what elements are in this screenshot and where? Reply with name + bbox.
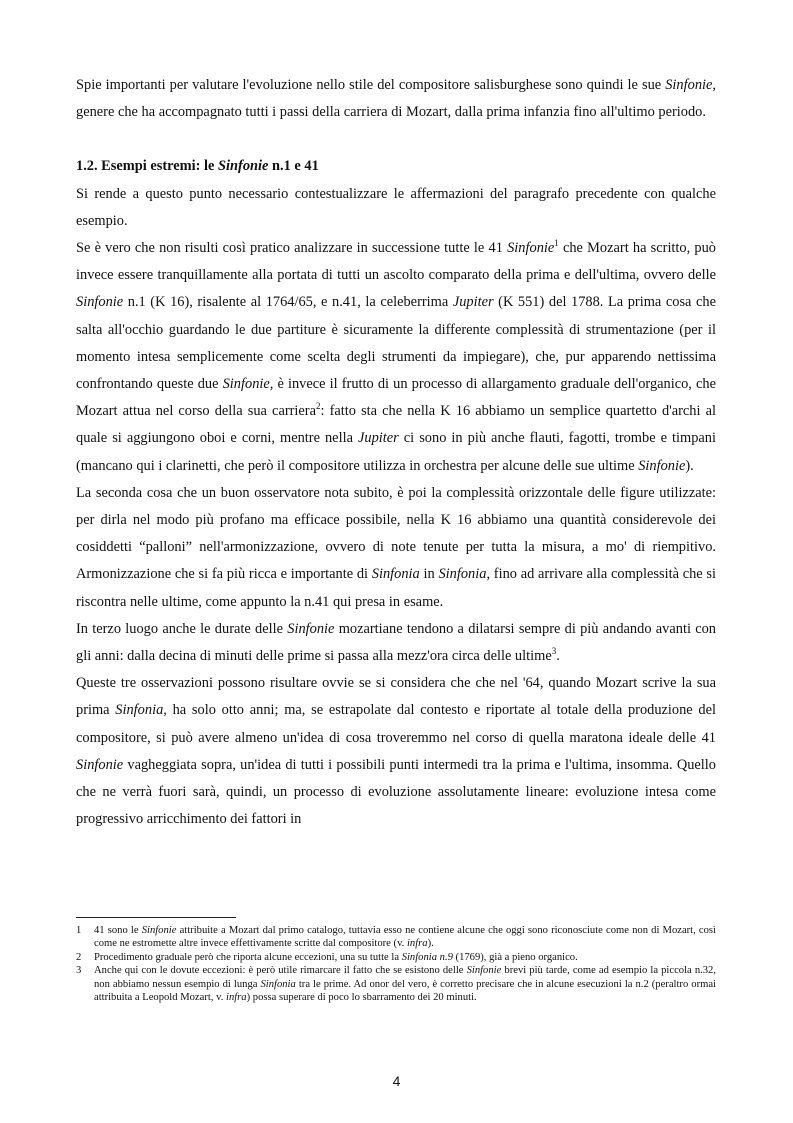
paragraph-4: La seconda cosa che un buon osservatore nota subito, è poi la complessità orizzontale delle figure utilizzate: per dirla nel modo più profano ma efficace possibile, nella K 16 abbiamo una quantità considerevole dei cosiddetti “palloni” nell'armonizzazione, ovvero di note tenute per tutta la misura, a mo' di riempitivo. Armonizzazione che si fa più ricca e importante di Sinfonia in Sinfonia, fino ad arrivare alla complessità che si riscontra nelle ultime, come appunto la n.41 qui presa in esame. [76, 484, 717, 610]
footnote-text: Anche qui con le dovute eccezioni: è però utile rimarcare il fatto che se esistono delle Sinfonie brevi più tarde, come ad esempio la piccola n.32, non abbiamo nessun esempio di lunga Sinfonia tra le prime. Ad onor del vero, è corretto precisare che in alcune esecuzioni la n.2 (peraltro ormai attribuita a Leopold Mozart, v. infra) possa superare di poco lo sbarramento dei 20 minuti. [94, 965, 717, 1004]
footnote-2 [76, 951, 716, 964]
footnote-number: 1 [76, 925, 82, 936]
footnote-number: 3 [76, 965, 82, 977]
footnote-separator [76, 917, 236, 918]
footnote-ref-2[interactable]: 2 [315, 401, 321, 412]
footnote-number: 2 [76, 951, 82, 963]
paragraph-6: Queste tre osservazioni possono risultare ovvie se si considera che che nel '64, quando Mozart scrive la sua prima Sinfonia, ha solo otto anni; ma, se estrapolate dal contesto e riportate al totale della produzione del compositore, si può avere almeno un'idea di cosa troveremmo nel corso di quella maratona ideale delle 41 Sinfonie vagheggiata sopra, un'idea di tutti i possibili punti intermedi tra la prima e l'ultima, insomma. Quello che ne verrà fuori sarà, quindi, un processo di evoluzione assolutamente lineare: evoluzione intesa come progressivo arricchimento dei fattori in [76, 675, 716, 828]
footnote-text: Procedimento graduale però che riporta alcune eccezioni, una su tutte la Sinfonia n.9 (1769), già a pieno organico. [94, 951, 578, 963]
footnote-1 [76, 924, 716, 951]
main-text [76, 72, 716, 833]
footnote-text: 41 sono le Sinfonie attribuite a Mozart dal primo catalogo, tuttavia esso ne contiene alcune che oggi sono riconosciute come non di Mozart, così come ne estromette altre invece effettivamente scritte dal compositore (v. infra). [94, 925, 716, 950]
page-number: 4 [392, 1073, 401, 1089]
paragraph-3: Se è vero che non risulti così pratico analizzare in successione tutte le 41 Sinfonie$^1$ che Mozart ha scritto, può invece essere tranquillamente alla portata di tutti un ascolto comparato della prima e dell'ultima, ovvero delle Sinfonie n.1 (K 16), risalente al 1764/65, e n.41, la celeberrima Jupiter (K 551) del 1788. La prima cosa che salta all'occhio guardando le due partiture è sicuramente la differente complessità di strumentazione (per il momento intesa semplicemente come scelta degli strumenti da impiegare), che, pur apparendo nettissima confrontando queste due Sinfonie, è invece il frutto di un processo di allargamento graduale dell'organico, che Mozart attua nel corso della sua carriera$^2$: fatto sta che nella K 16 abbiamo un semplice quartetto d'archi al quale si aggiungono oboi e corni, mentre nella Jupiter ci sono in più anche flauti, fagotti, trombe e timpani (mancano qui i clarinetti, che però il compositore utilizza in orchestra per alcune delle sue ultime Sinfonie). [76, 238, 717, 474]
footnote-ref-1[interactable]: 1 [554, 238, 559, 249]
paragraph-2: Si rende a questo punto necessario contestualizzare le affermazioni del paragrafo precedente con qualche esempio. [76, 185, 716, 229]
paragraph-5: In terzo luogo anche le durate delle Sinfonie mozartiane tendono a dilatarsi sempre di più andando avanti con gli anni: dalla decina di minuti delle prime si passa alla mezz'ora circa delle ultime$^3$. [76, 620, 716, 665]
footnote-ref-3[interactable]: 3 [551, 646, 557, 657]
section-heading: 1.2. Esempi estremi: le Sinfonie n.1 e 41 [76, 158, 319, 175]
footnotes [76, 924, 716, 1004]
footnote-3 [76, 964, 716, 1004]
intro-paragraph: Spie importanti per valutare l'evoluzione nello stile del compositore salisburghese sono quindi le sue Sinfonie, genere che ha accompagnato tutti i passi della carriera di Mozart, dalla prima infanzia fino all'ultimo periodo. [76, 77, 716, 121]
